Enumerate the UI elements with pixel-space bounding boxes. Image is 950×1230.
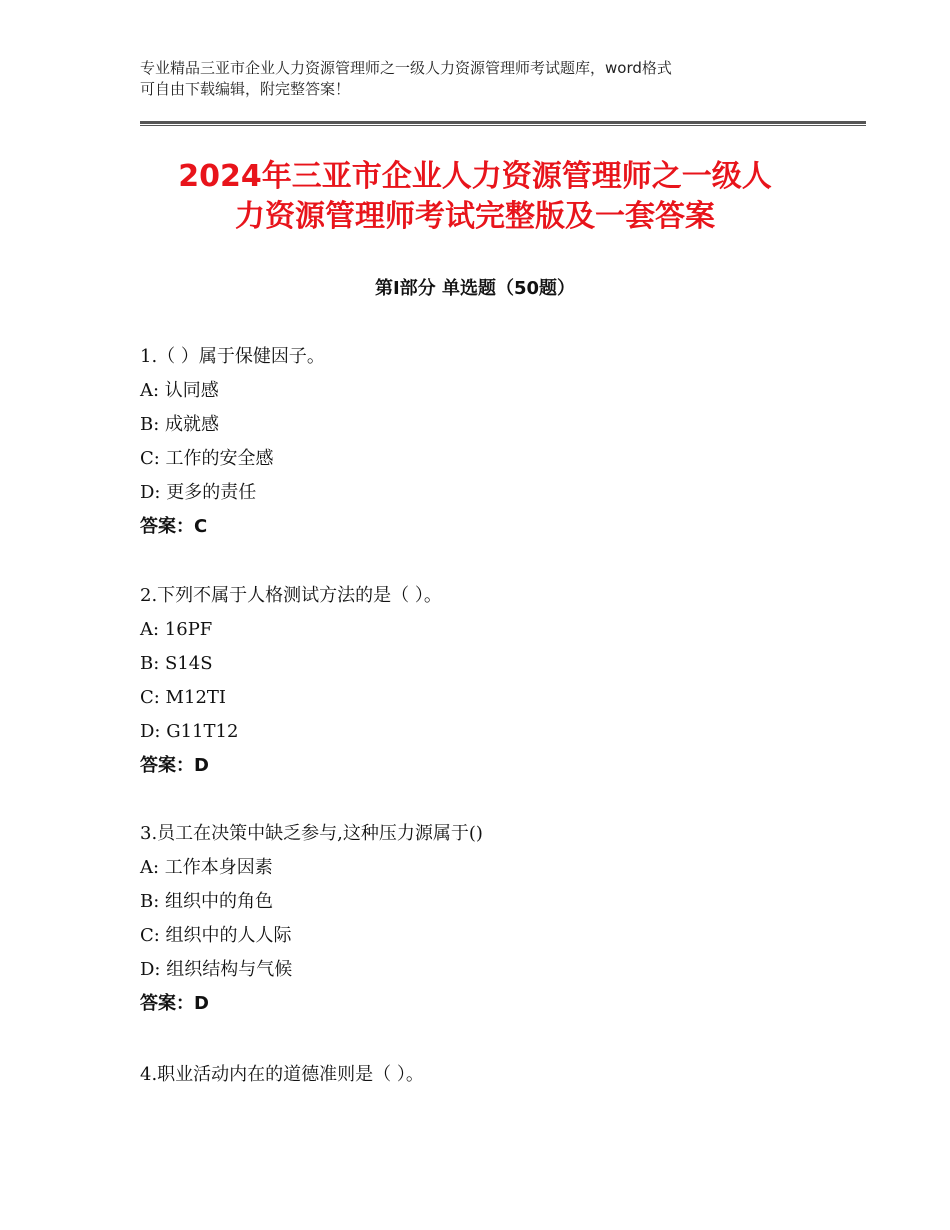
option-c: C: M12TI xyxy=(140,687,227,708)
option-c: C: 组织中的人人际 xyxy=(140,925,292,946)
question-4 xyxy=(140,1058,840,1092)
question-stem: 4.职业活动内在的道德准则是（ ）。 xyxy=(140,1064,424,1085)
option-d: D: 更多的责任 xyxy=(140,482,257,503)
question-stem: 1.（ ）属于保健因子。 xyxy=(140,346,325,367)
option-d: D: G11T12 xyxy=(140,721,239,742)
option-b: B: 组织中的角色 xyxy=(140,891,274,912)
header-note-line-1: 专业精品三亚市企业人力资源管理师之一级人力资源管理师考试题库，word格式 xyxy=(140,59,672,77)
option-a: A: 认同感 xyxy=(140,380,219,401)
option-a: A: 工作本身因素 xyxy=(140,857,273,878)
header-note xyxy=(140,58,820,100)
section-heading: 第Ⅰ部分 单选题（50题） xyxy=(374,278,575,299)
document-title-line-1: 2024年三亚市企业人力资源管理师之一级人 xyxy=(178,159,772,194)
document-title-line-2: 力资源管理师考试完整版及一套答案 xyxy=(235,199,715,234)
header-note-line-2: 可自由下载编辑，附完整答案！ xyxy=(140,80,351,98)
document-title xyxy=(120,157,830,237)
question-stem: 2.下列不属于人格测试方法的是（ ）。 xyxy=(140,585,442,606)
question-2 xyxy=(140,579,840,783)
answer: 答案：C xyxy=(140,516,208,537)
option-d: D: 组织结构与气候 xyxy=(140,959,293,980)
header-divider-thick xyxy=(140,121,866,124)
option-b: B: 成就感 xyxy=(140,414,220,435)
question-1 xyxy=(140,340,840,544)
option-b: B: S14S xyxy=(140,653,213,674)
answer: 答案：D xyxy=(140,755,209,776)
header-divider-thin xyxy=(140,125,866,126)
question-3 xyxy=(140,817,840,1021)
option-c: C: 工作的安全感 xyxy=(140,448,274,469)
header-divider xyxy=(140,121,866,126)
option-a: A: 16PF xyxy=(140,619,213,640)
question-stem: 3.员工在决策中缺乏参与,这种压力源属于() xyxy=(140,823,483,844)
answer: 答案：D xyxy=(140,993,209,1014)
